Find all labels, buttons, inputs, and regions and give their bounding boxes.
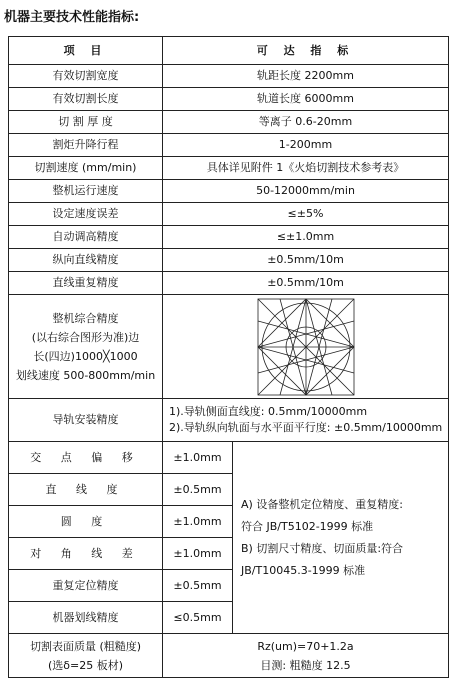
table-row [9,88,449,111]
row-item: 有效切割宽度 [9,65,163,88]
row-value: ≤±5% [163,203,449,226]
spec-table [8,36,449,678]
precision-item: 机器划线精度 [9,602,163,634]
precision-value: ≤0.5mm [163,602,233,634]
row-item: 自动调高精度 [9,226,163,249]
precision-value: ±0.5mm [163,474,233,506]
precision-row [9,442,449,474]
note-line: B) 切割尺寸精度、切面质量:符合 [241,541,404,555]
row-value: 1-200mm [163,134,449,157]
composite-row [9,295,449,399]
composite-line: 长(四边)1000╳1000 [33,349,138,363]
composite-test-figure [256,297,356,397]
row-value: ±0.5mm/10m [163,272,449,295]
note-line: A) 设备整机定位精度、重复精度: [241,497,404,511]
row-value: ≤±1.0mm [163,226,449,249]
composite-label [9,295,163,399]
row-item: 割炬升降行程 [9,134,163,157]
composite-line: 划线速度 500-800mm/min [15,368,156,382]
surface-value-line: Rz(um)=70+1.2a [257,639,354,653]
row-item: 直线重复精度 [9,272,163,295]
row-value: ±0.5mm/10m [163,249,449,272]
composite-line: 整机综合精度 [52,311,119,325]
header-value: 可 达 指 标 [163,37,449,65]
precision-value: ±1.0mm [163,538,233,570]
surface-value [163,634,449,678]
table-row [9,203,449,226]
rail-line: 1).导轨侧面直线度: 0.5mm/10000mm [169,405,368,418]
table-row [9,111,449,134]
precision-item: 交 点 偏 移 [9,442,163,474]
note-line: 符合 JB/T5102-1999 标准 [241,519,374,533]
row-value: 等离子 0.6-20mm [163,111,449,134]
table-row [9,226,449,249]
row-value: 具体详见附件 1《火焰切割技术参考表》 [163,157,449,180]
surface-item-line: (选δ=25 板材) [47,658,124,672]
row-value: 50-12000mm/min [163,180,449,203]
rail-row [9,399,449,442]
precision-note [233,442,449,634]
row-item: 切 割 厚 度 [9,111,163,134]
table-row [9,272,449,295]
surface-item [9,634,163,678]
surface-value-line: 目测: 粗糙度 12.5 [260,658,351,672]
row-value: 轨道长度 6000mm [163,88,449,111]
note-line: JB/T10045.3-1999 标准 [241,563,366,577]
table-row [9,65,449,88]
composite-line: (以右综合图形为准)边 [31,330,140,344]
rail-value [163,399,449,442]
table-row [9,249,449,272]
row-item: 纵向直线精度 [9,249,163,272]
rail-line: 2).导轨纵向轨面与水平面平行度: ±0.5mm/10000mm [169,421,443,434]
header-item: 项 目 [9,37,163,65]
table-row [9,157,449,180]
composite-figure-cell [163,295,449,399]
row-item: 切割速度 (mm/min) [9,157,163,180]
row-value: 轨距长度 2200mm [163,65,449,88]
precision-value: ±1.0mm [163,506,233,538]
table-row [9,180,449,203]
row-item: 设定速度误差 [9,203,163,226]
precision-value: ±0.5mm [163,570,233,602]
page-title: 机器主要技术性能指标: [4,10,140,25]
table-header [9,37,449,65]
precision-item: 对 角 线 差 [9,538,163,570]
precision-value: ±1.0mm [163,442,233,474]
row-item: 有效切割长度 [9,88,163,111]
surface-row [9,634,449,678]
rail-item: 导轨安装精度 [9,399,163,442]
precision-item: 重复定位精度 [9,570,163,602]
precision-item: 圆 度 [9,506,163,538]
surface-item-line: 切割表面质量 (粗糙度) [29,639,142,653]
row-item: 整机运行速度 [9,180,163,203]
precision-item: 直 线 度 [9,474,163,506]
table-row [9,134,449,157]
